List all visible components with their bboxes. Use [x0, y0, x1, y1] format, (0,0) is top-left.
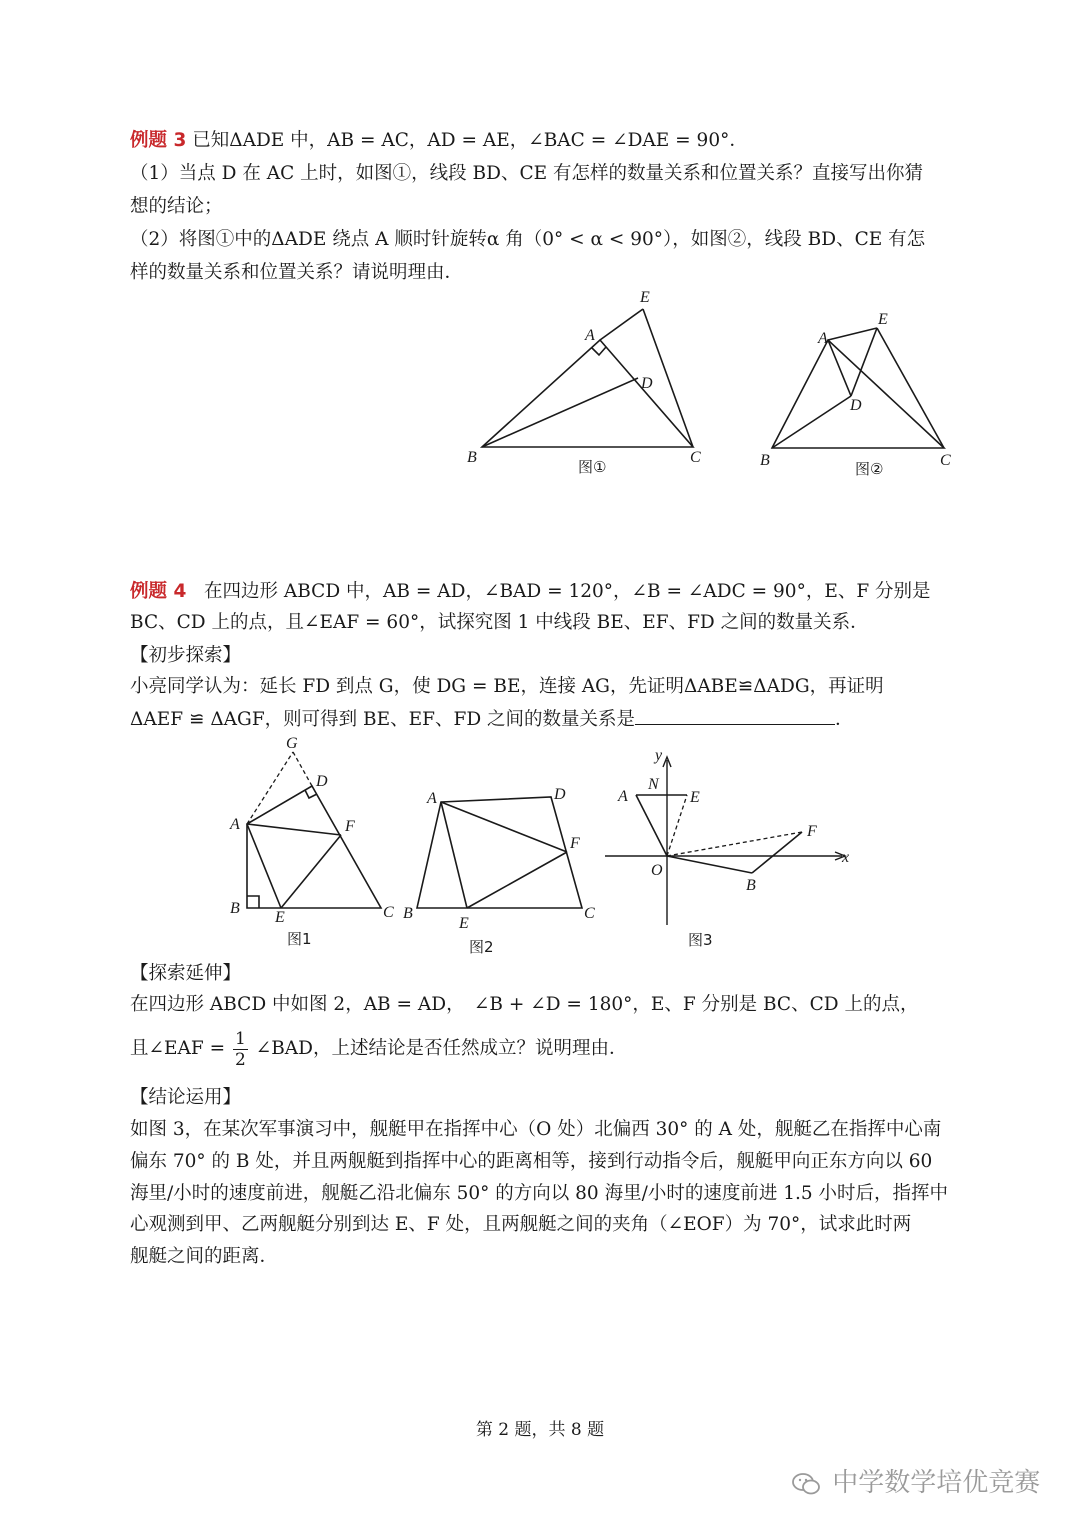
fig1-label-c: C: [690, 449, 701, 466]
ex4-application-line5: 舰艇之间的距离．: [130, 1246, 279, 1267]
fig3-2-label-f: F: [570, 835, 580, 852]
fig2b-segment-ae: [441, 802, 467, 908]
ex4-label: 例题 4: [130, 581, 187, 602]
watermark-text: 中学数学培优竞赛: [832, 1468, 1041, 1498]
fig3-label-f: F: [807, 823, 817, 840]
fig2-label-d: D: [850, 397, 862, 414]
fig-quad-abcd: [247, 786, 381, 908]
fig3-1-label-e: E: [275, 909, 285, 926]
fig2-segment-bd: [772, 396, 851, 448]
ex4-application-line3: 海里/小时的速度前进，舰艇乙沿北偏东 50° 的方向以 80 海里/小时的速度前进 1.5 小时后，指挥中: [130, 1183, 949, 1204]
fraction-one-half: [233, 1029, 248, 1070]
fig1-label-b: B: [467, 449, 477, 466]
fig3-dashed-of: [667, 832, 802, 856]
fig3-label-o: O: [651, 862, 663, 879]
ex3-q2-line2: 样的数量关系和位置关系？请说明理由．: [130, 262, 464, 283]
fraction-denominator: 2: [234, 1049, 246, 1070]
ex4-section-application: 【结论运用】: [130, 1087, 242, 1108]
ex4-explore-line1: 小亮同学认为：延长 FD 到点 G，使 DG = BE，连接 AG，先证明ΔABE≌ΔADG，再证明: [130, 676, 884, 697]
page-footer: 第 2 题，共 8 题: [475, 1420, 605, 1440]
fig3-2-label-a: A: [427, 790, 437, 807]
fig-dashed-ag: [247, 752, 293, 824]
fig3-1-label-g: G: [286, 735, 298, 752]
fig3-2-label-c: C: [584, 905, 595, 922]
answer-blank: [635, 706, 835, 725]
fig3-2-label-d: D: [554, 786, 566, 803]
fig3-label-e: E: [690, 789, 700, 806]
fig2-caption: 图②: [855, 460, 884, 478]
ex3-q1-line2: 想的结论；: [130, 196, 223, 217]
fig3-2-label-b: B: [403, 905, 413, 922]
fig1-triangle-abc: [482, 340, 693, 447]
fig-dashed-gd: [293, 752, 312, 786]
ex4-explore-text: ΔAEF ≌ ΔAGF，则可得到 BE、EF、FD 之间的数量关系是: [130, 709, 636, 730]
ex4-statement-line1: [130, 579, 931, 605]
fig1-segment-bd: [482, 378, 638, 447]
fig2-label-c: C: [940, 452, 951, 469]
ex4-extension-line2: [130, 1026, 628, 1072]
fig3-segment-oa: [636, 795, 667, 856]
ex3-label: 例题 3: [130, 130, 187, 151]
fig3-label-b: B: [746, 877, 756, 894]
wechat-icon: [792, 1473, 820, 1495]
fig-caption-2: 图2: [469, 938, 494, 956]
fig1-segment-ae: [600, 309, 643, 340]
fig-caption-3: 图3: [688, 931, 713, 949]
fig1-label-d: D: [641, 375, 653, 392]
fig2-label-a: A: [818, 330, 828, 347]
ex4-figure-2: [400, 780, 605, 960]
fig3-label-a: A: [618, 788, 628, 805]
fig3-1-label-f: F: [345, 818, 355, 835]
ex4-figure-1: [225, 730, 405, 955]
fig3-segment-bf: [752, 832, 802, 873]
fig2-segment-ec: [877, 328, 944, 448]
fig3-1-label-b: B: [230, 900, 240, 917]
ex4-extension-post: ∠BAD，上述结论是否任然成立？说明理由．: [255, 1038, 628, 1059]
fig-segment-ef: [281, 835, 341, 908]
fig2-label-b: B: [760, 452, 770, 469]
watermark: [792, 1462, 1040, 1499]
fig2-label-e: E: [878, 311, 888, 328]
fig2-segment-de: [851, 328, 877, 396]
ex4-application-line1: 如图 3，在某次军事演习中，舰艇甲在指挥中心（O 处）北偏西 30° 的 A 处，舰艇乙在指挥中心南: [130, 1119, 942, 1140]
ex4-explore-line2: [130, 706, 854, 733]
fig-segment-af: [247, 824, 341, 835]
ex4-explore-end: ．: [835, 709, 854, 730]
ex4-section-preliminary: 【初步探索】: [130, 645, 242, 666]
ex3-figure-2: [755, 300, 965, 490]
fig2-segment-ad: [828, 340, 851, 396]
ex3-q1-line1: （1）当点 D 在 AC 上时，如图①，线段 BD、CE 有怎样的数量关系和位置关系？直接写出你猜: [130, 163, 923, 184]
fig3-label-n: N: [648, 776, 659, 793]
fig1-right-angle-mark: [592, 347, 606, 355]
fig3-2-label-e: E: [459, 915, 469, 932]
fig-right-angle-b: [247, 896, 259, 908]
fraction-numerator: 1: [234, 1028, 246, 1049]
ex3-q2-line1: （2）将图①中的ΔADE 绕点 A 顺时针旋转α 角（0° < α < 90°），如图②，线段 BD、CE 有怎: [130, 229, 926, 250]
fig3-segment-ob: [667, 856, 752, 873]
fig1-caption: 图①: [578, 458, 607, 476]
ex4-extension-line1: 在四边形 ABCD 中如图 2，AB = AD， ∠B + ∠D = 180°，E、F 分别是 BC、CD 上的点，: [130, 994, 919, 1015]
fig1-label-a: A: [585, 327, 595, 344]
ex3-statement: 已知ΔADE 中，AB = AC，AD = AE，∠BAC = ∠DAE = 90°．: [192, 130, 748, 151]
fig3-1-label-d: D: [316, 773, 328, 790]
fig3-1-label-c: C: [383, 904, 394, 921]
fig3-1-label-a: A: [230, 816, 240, 833]
fig1-label-e: E: [640, 289, 650, 306]
ex4-section-extension: 【探索延伸】: [130, 963, 242, 984]
fig3-label-y: y: [655, 747, 663, 764]
fig2b-segment-af: [441, 802, 567, 852]
fig3-label-x: x: [842, 849, 850, 866]
fig2b-segment-ef: [467, 852, 567, 908]
ex4-statement-line2: BC、CD 上的点，且∠EAF = 60°，试探究图 1 中线段 BE、EF、FD 之间的数量关系．: [130, 612, 869, 633]
ex4-figure-3: [600, 740, 860, 955]
ex4-extension-pre: 且∠EAF =: [130, 1038, 226, 1059]
ex3-statement-line: [130, 128, 748, 154]
ex4-application-line2: 偏东 70° 的 B 处，并且两舰艇到指挥中心的距离相等，接到行动指令后，舰艇甲向正东方向以 60: [130, 1151, 933, 1172]
fig2b-quad-abcd: [417, 797, 582, 908]
ex4-application-line4: 心观测到甲、乙两舰艇分别到达 E、F 处，且两舰艇之间的夹角（∠EOF）为 70°，试求此时两: [130, 1214, 912, 1235]
fig3-dashed-oe: [667, 795, 687, 856]
ex3-figure-1: [460, 280, 720, 480]
fig-caption-1: 图1: [287, 930, 312, 948]
fig2-segment-ae: [828, 328, 877, 340]
ex4-statement-1: 在四边形 ABCD 中，AB = AD，∠BAD = 120°，∠B = ∠ADC = 90°，E、F 分别是: [203, 581, 931, 602]
